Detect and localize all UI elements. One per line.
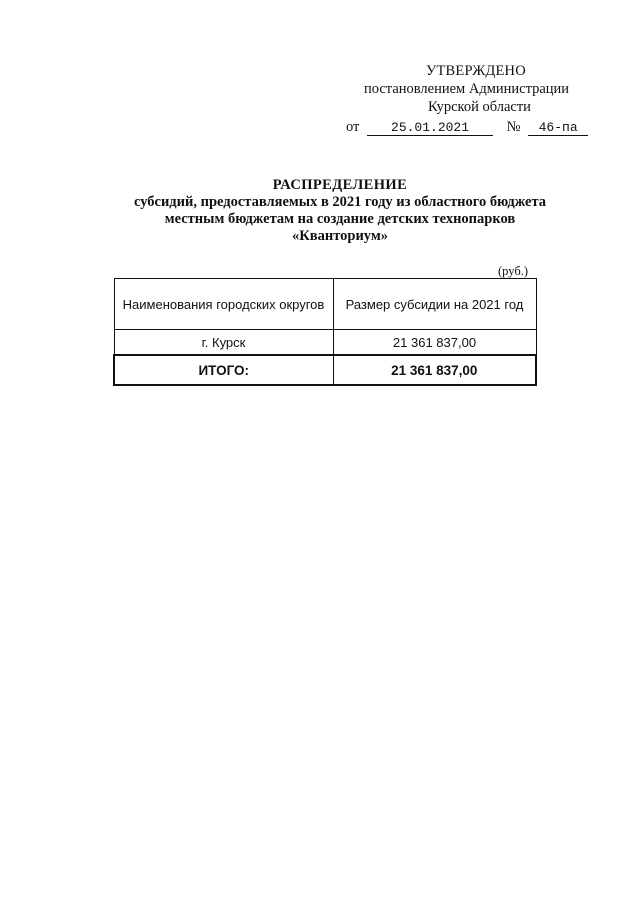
document-title xyxy=(60,177,620,245)
row-amount: 21 361 837,00 xyxy=(333,330,536,356)
title-main: РАСПРЕДЕЛЕНИЕ xyxy=(272,177,408,193)
approval-date-line xyxy=(346,118,586,136)
subsidy-table xyxy=(113,278,537,386)
title-line-2: субсидий, предоставляемых в 2021 году из областного бюджета xyxy=(133,194,547,210)
total-amount: 21 361 837,00 xyxy=(333,355,536,385)
header-amount: Размер субсидии на 2021 год xyxy=(333,279,536,330)
table-row xyxy=(114,330,536,356)
table-total-row xyxy=(114,355,536,385)
approval-number: 46-па xyxy=(528,120,588,136)
approval-heading: УТВЕРЖДЕНО xyxy=(426,63,526,79)
units-label: (руб.) xyxy=(498,264,528,278)
approval-date: 25.01.2021 xyxy=(367,120,493,136)
table-header-row xyxy=(114,279,536,330)
title-line-3: местным бюджетам на создание детских технопарков xyxy=(164,211,516,227)
header-district: Наименования городских округов xyxy=(114,279,333,330)
approval-issuer: постановлением Администрации xyxy=(364,81,570,97)
approval-region: Курской области xyxy=(428,99,531,115)
title-line-4: «Кванториум» xyxy=(292,228,388,244)
approval-block xyxy=(346,62,586,136)
date-prefix: от xyxy=(346,119,360,135)
number-label: № xyxy=(506,119,521,135)
row-district: г. Курск xyxy=(114,330,333,356)
total-label: ИТОГО: xyxy=(114,355,333,385)
